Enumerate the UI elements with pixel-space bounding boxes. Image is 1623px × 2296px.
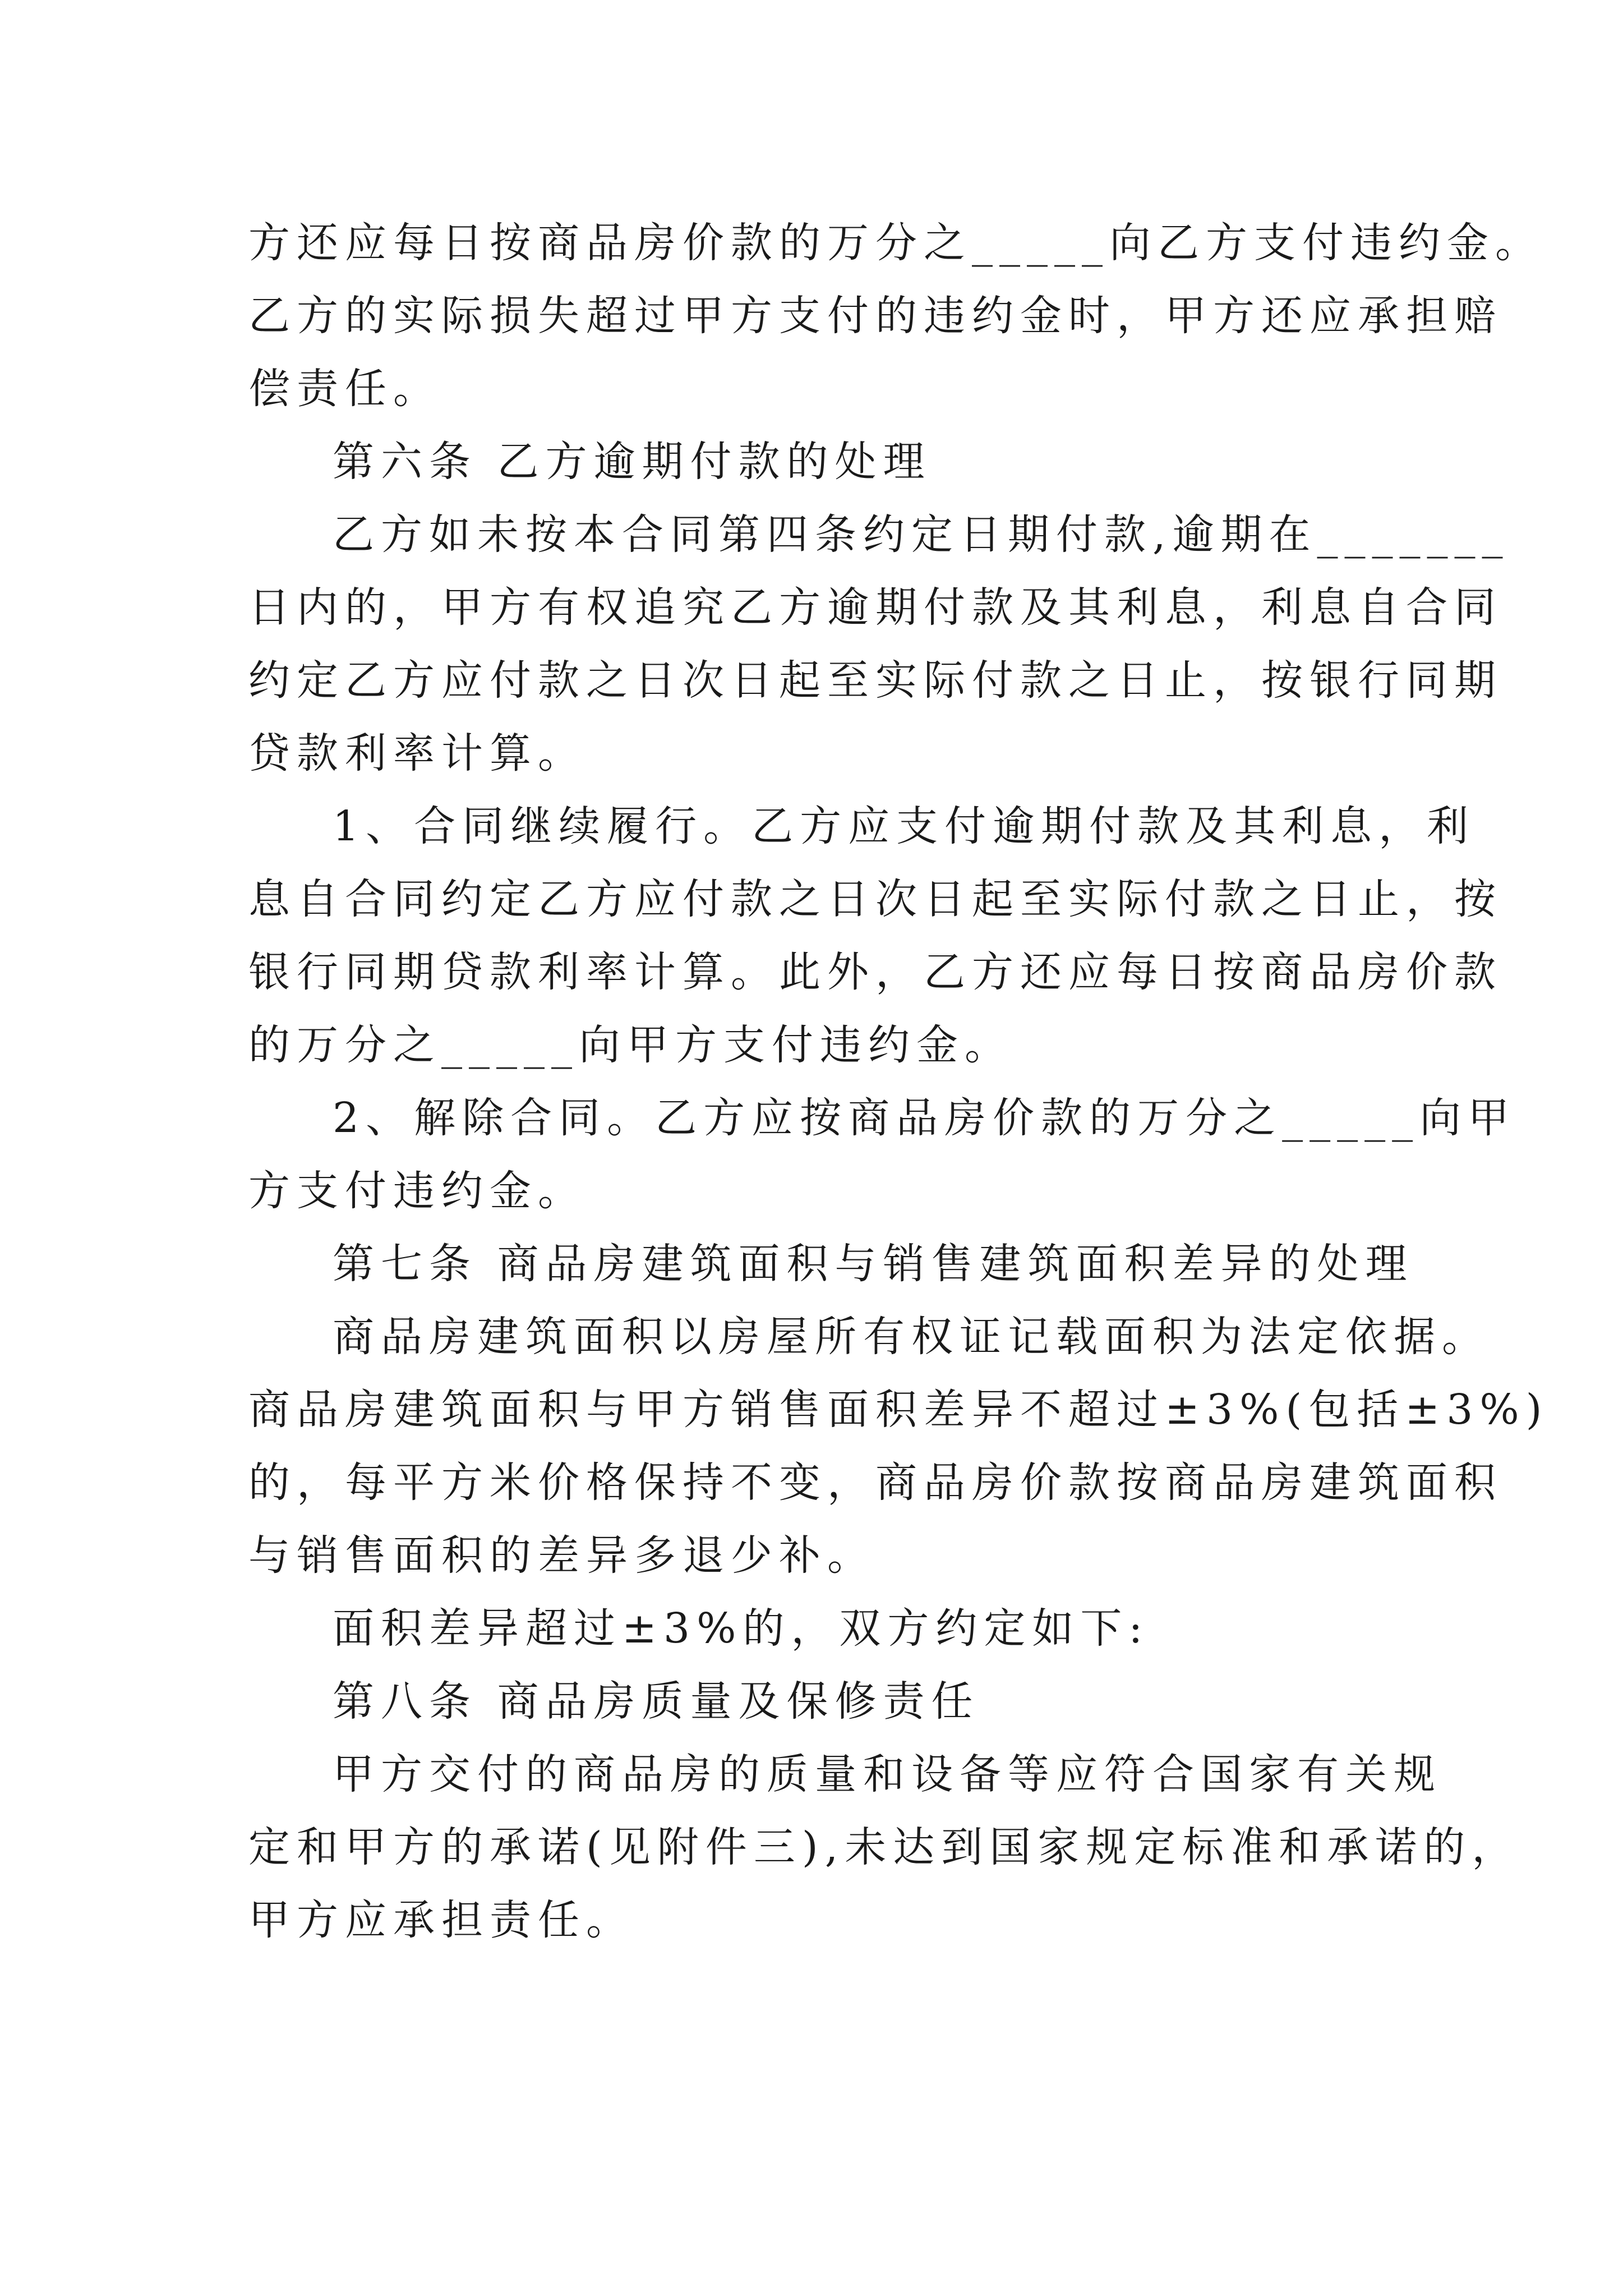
section-heading-8: 第八条 商品房质量及保修责任 <box>333 1677 980 1726</box>
text-line: 商品房建筑面积与甲方销售面积差异不超过±3%(包括±3%) <box>248 1386 1549 1434</box>
text-line: 乙方的实际损失超过甲方支付的违约金时，甲方还应承担赔 <box>248 292 1502 340</box>
text-line: 的万分之_____向甲方支付违约金。 <box>248 1021 1013 1069</box>
text-line: 偿责任。 <box>248 365 441 413</box>
text-line: 乙方如未按本合同第四条约定日期付款,逾期在_______ <box>333 510 1510 559</box>
text-line: 的，每平方米价格保持不变，商品房价款按商品房建筑面积 <box>248 1458 1502 1507</box>
text-line: 定和甲方的承诺(见附件三),未达到国家规定标准和承诺的， <box>248 1823 1520 1871</box>
text-line: 息自合同约定乙方应付款之日次日起至实际付款之日止，按 <box>248 875 1502 923</box>
contract-text <box>248 206 1549 1957</box>
section-heading-7: 第七条 商品房建筑面积与销售建筑面积差异的处理 <box>333 1240 1414 1288</box>
list-item-2: 2、解除合同。乙方应按商品房价款的万分之_____向甲 <box>333 1094 1516 1142</box>
text-line: 商品房建筑面积以房屋所有权证记载面积为法定依据。 <box>333 1313 1490 1361</box>
list-item-1: 1、合同继续履行。乙方应支付逾期付款及其利息，利 <box>333 802 1476 850</box>
section-heading-6: 第六条 乙方逾期付款的处理 <box>333 438 932 486</box>
text-line: 甲方交付的商品房的质量和设备等应符合国家有关规 <box>333 1750 1442 1798</box>
text-line: 贷款利率计算。 <box>248 729 586 777</box>
text-line: 日内的，甲方有权追究乙方逾期付款及其利息，利息自合同 <box>248 583 1502 632</box>
text-line: 约定乙方应付款之日次日起至实际付款之日止，按银行同期 <box>248 656 1502 705</box>
text-line: 方还应每日按商品房价款的万分之_____向乙方支付违约金。 <box>248 219 1543 267</box>
text-line: 与销售面积的差异多退少补。 <box>248 1531 875 1580</box>
text-line: 方支付违约金。 <box>248 1167 586 1215</box>
text-line: 面积差异超过±3%的，双方约定如下: <box>333 1604 1150 1653</box>
text-line: 甲方应承担责任。 <box>248 1896 634 1944</box>
text-line: 银行同期贷款利率计算。此外，乙方还应每日按商品房价款 <box>248 948 1502 996</box>
